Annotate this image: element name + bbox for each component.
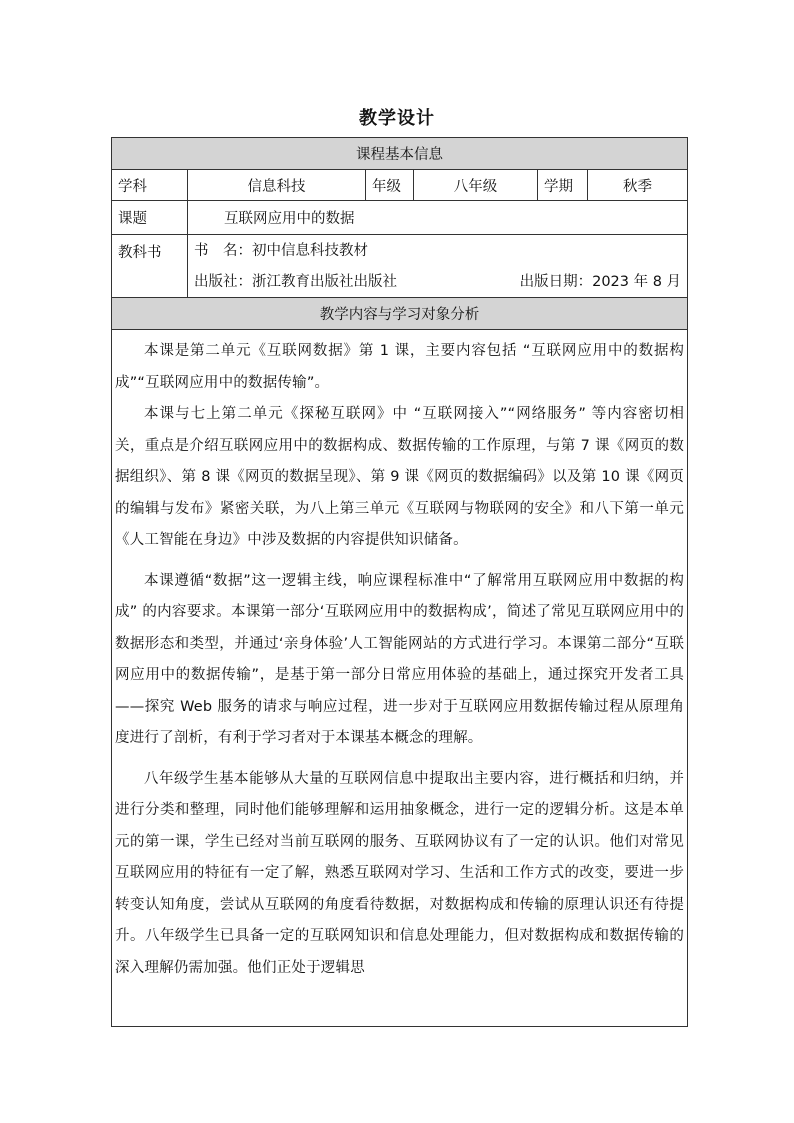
- textbook-details: [188, 235, 688, 298]
- section-analysis-header: 教学内容与学习对象分析: [112, 298, 688, 330]
- subject-value: 信息科技: [188, 170, 366, 201]
- publish-date: 出版日期：2023 年 8 月: [519, 274, 682, 290]
- paragraph: 八年级学生基本能够从大量的互联网信息中提取出主要内容，进行概括和归纳，并进行分类和整理，同时他们能够理解和运用抽象概念，进行一定的逻辑分析。这是本单元的第一课，学生已经对当前互联网的服务、互联网协议有了一定的认识。他们对常见互联网应用的特征有一定了解，熟悉互联网对学习、生活和工作方式的改变，要进一步转变认知角度，尝试从互联网的角度看待数据，对数据构成和传输的原理认识还有待提升。八年级学生已具备一定的互联网知识和信息处理能力，但对数据构成和数据传输的深入理解仍需加强。他们正处于逻辑思: [115, 770, 685, 976]
- paragraph: 本课遵循“数据”这一逻辑主线，响应课程标准中“了解常用互联网应用中数据的构成” 的内容要求。本课第一部分‘互联网应用中的数据构成’，简述了常见互联网应用中的数据形态和类型，并通过‘亲身体验’人工智能网站的方式进行学习。本课第二部分“互联网应用中的数据传输”，是基于第一部分日常应用体验的基础上，通过探究开发者工具——探究 Web 服务的请求与响应过程，进一步对于互联网应用数据传输过程从原理角度进行了剖析，有利于学习者对于本课基本概念的理解。: [115, 572, 685, 746]
- textbook-label: 教科书: [112, 235, 188, 298]
- paragraph: 本课是第二单元《互联网数据》第 1 课，主要内容包括 “互联网应用中的数据构成”“互联网应用中的数据传输”。: [115, 343, 685, 391]
- lesson-label: 课题: [112, 201, 188, 235]
- subject-label: 学科: [112, 170, 188, 201]
- grade-value: 八年级: [414, 170, 538, 201]
- document-title: 教学设计: [359, 108, 435, 129]
- term-value: 秋季: [588, 170, 688, 201]
- lesson-value: 互联网应用中的数据: [188, 201, 688, 235]
- lesson-info-table: [111, 137, 688, 1027]
- section-basic-info-header: 课程基本信息: [112, 138, 688, 170]
- paragraph: 本课与七上第二单元《探秘互联网》中 “互联网接入”“网络服务” 等内容密切相关，重点是介绍互联网应用中的数据构成、数据传输的工作原理，与第 7 课《网页的数据组织》、第 8 课《网页的数据呈现》、第 9 课《网页的数据编码》以及第 10 课《网页的编辑与发布》紧密关联，为八上第三单元《互联网与物联网的安全》和八下第一单元《人工智能在身边》中涉及数据的内容提供知识储备。: [115, 406, 685, 548]
- analysis-content: [112, 330, 688, 1027]
- publisher: 出版社：浙江教育出版社出版社: [194, 274, 397, 290]
- book-name: 书 名：初中信息科技教材: [194, 243, 368, 259]
- grade-label: 年级: [366, 170, 414, 201]
- term-label: 学期: [538, 170, 588, 201]
